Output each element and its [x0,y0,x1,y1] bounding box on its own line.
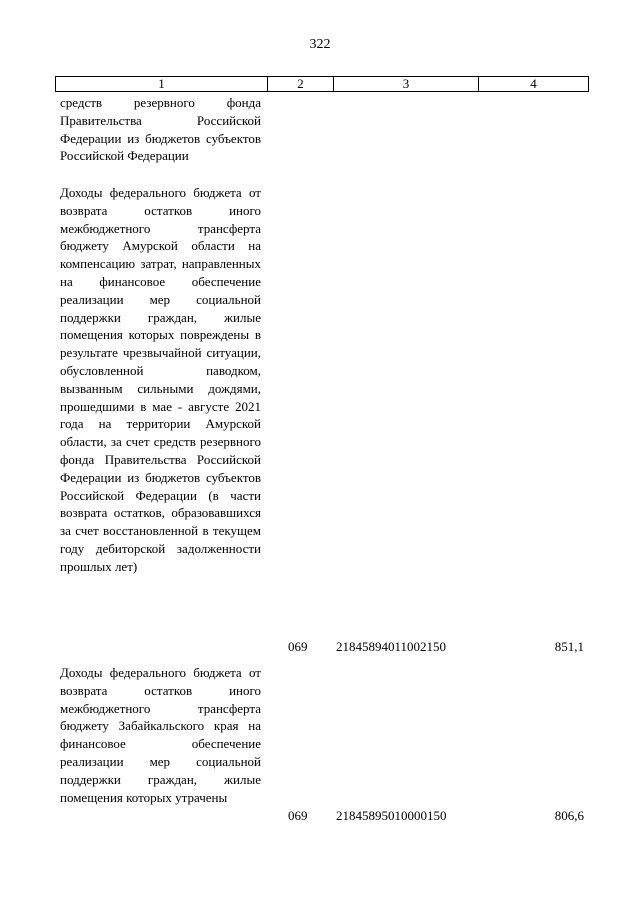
page-number: 322 [309,37,331,52]
header-col-4: 4 [530,76,537,91]
row-budget-code: 21845894011002150 [336,639,447,654]
row-budget-code: 21845895010000150 [336,808,447,823]
row-amount: 806,6 [554,808,584,823]
table-header-row [55,76,589,92]
header-col-1: 1 [56,77,268,91]
row-description: средств резервного фонда Правительства Российской Федерации из бюджетов субъектов Российской Федерации [60,95,261,164]
row-description: Доходы федерального бюджета от возврата остатков иного межбюджетного трансферта бюджету Забайкальского края на финансовое обеспечение реализации мер социальной поддержки граждан, жилые помещения которых утрачены [60,665,261,805]
row-admin-code: 069 [288,639,308,654]
header-col-2: 2 [268,77,334,91]
header-col-3: 3 [334,77,479,91]
row-admin-code: 069 [288,808,308,823]
row-description: Доходы федерального бюджета от возврата остатков иного межбюджетного трансферта бюджету Амурской области на компенсацию затрат, направленных на финансовое обеспечение реализации мер социальной поддержки граждан, жилые помещения которых повреждены в результате чрезвычайной ситуации, обусловленной паводком, вызванным сильными дождями, прошедшими в мае - августе 2021 года на территории Амурской области, за счет средств резервного фонда Правительства Российской Федерации из бюджетов субъектов Российской Федерации (в части возврата остатков, образовавшихся за счет восстановленной в текущем году дебиторской задолженности прошлых лет) [60,185,261,574]
row-amount: 851,1 [554,639,584,654]
